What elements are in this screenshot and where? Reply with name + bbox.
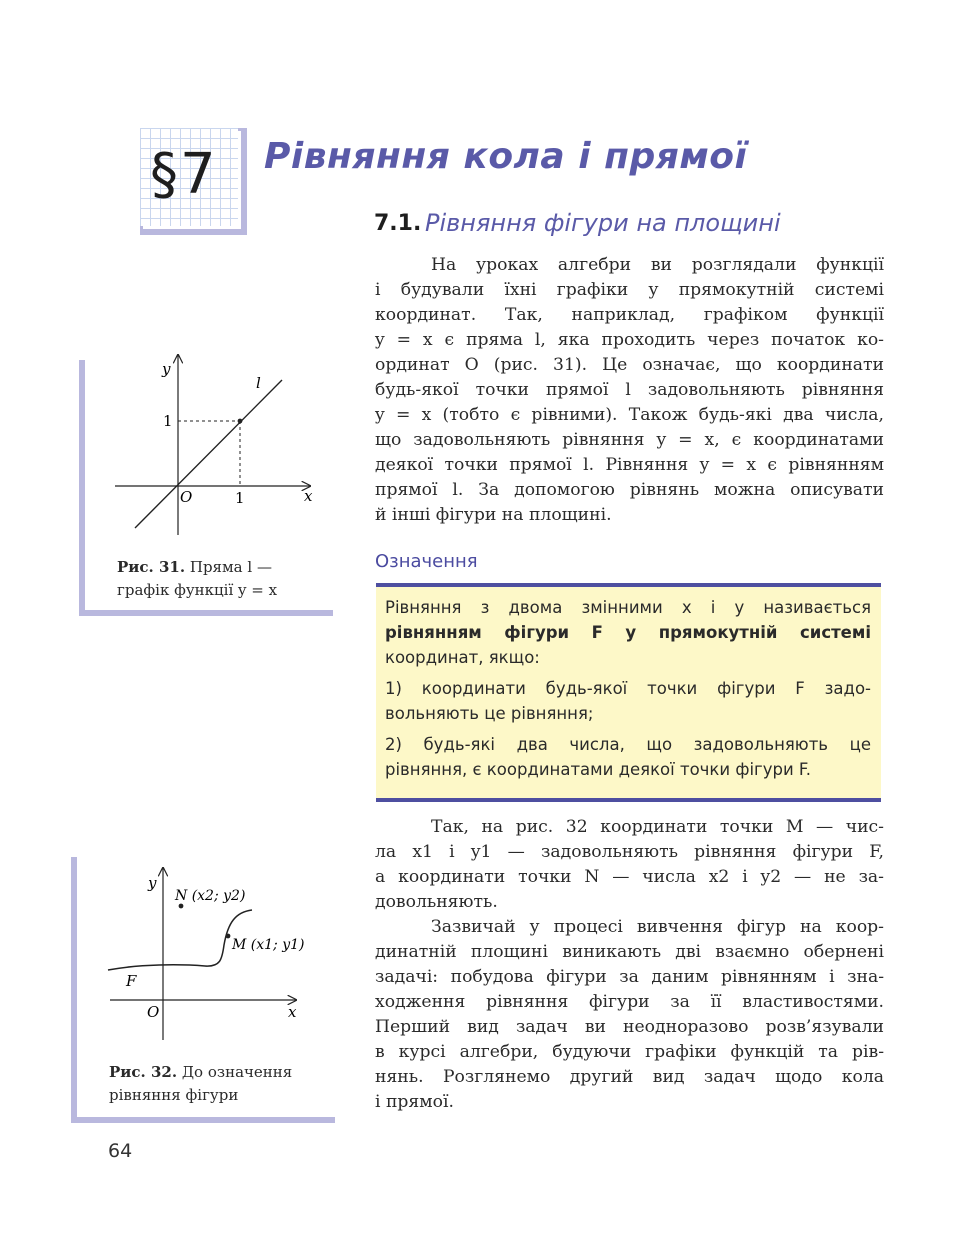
section-badge: [140, 128, 244, 232]
text-line: рівнянням фігури F у прямокутній системі: [385, 623, 871, 642]
line-l: [135, 380, 282, 528]
chapter-title: Рівняння кола і прямої: [264, 136, 748, 177]
label-l: l: [256, 374, 261, 392]
text-line: задачі: побудова фігури за даним рівнянням і зна-: [375, 967, 884, 987]
paragraph-3: [375, 915, 884, 1115]
tick-y-1: 1: [163, 412, 173, 430]
text-line: рівняння, є координатами деякої точки фігури F.: [385, 760, 812, 779]
point: [238, 419, 243, 424]
text-line: 2) будь-які два числа, що задовольняють це: [385, 735, 871, 754]
text-line: ходження рівняння фігури за її властивостями.: [375, 992, 884, 1012]
text-line: довольняють.: [375, 892, 498, 912]
label-M: M (x1; y1): [232, 937, 305, 953]
text-line: Зазвичай у процесі вивчення фігур на коор-: [431, 917, 884, 937]
text-line: Рівняння з двома змінними x і y називається: [385, 598, 871, 617]
text-line: і прямої.: [375, 1092, 454, 1112]
figure-31-diagram: [100, 350, 320, 540]
label-origin: O: [180, 488, 193, 506]
label-x: x: [304, 487, 313, 505]
definition-intro: [385, 595, 871, 670]
caption-text: рівняння фігури: [109, 1086, 239, 1104]
page-number: 64: [108, 1140, 133, 1162]
text-line: координат. Так, наприклад, графіком функції: [375, 305, 884, 325]
point-N: [179, 904, 184, 909]
definition-heading: Означення: [375, 551, 478, 572]
text-line: а координати точки N — числа x2 і y2 — не за-: [375, 867, 884, 887]
caption-text: До означення: [177, 1063, 293, 1081]
figure-32-diagram: [100, 860, 320, 1050]
caption-label: Рис. 32.: [109, 1063, 178, 1081]
subsection-title: Рівняння фігури на площині: [425, 209, 781, 237]
definition-box: [376, 583, 881, 802]
text-line: y = x (тобто є рівними). Також будь-які два числа,: [375, 405, 884, 425]
definition-item-1: [385, 676, 871, 726]
text-line: й інші фігури на площині.: [375, 505, 612, 525]
label-N: N (x2; y2): [175, 888, 246, 904]
text-line: ординат O (рис. 31). Це означає, що координати: [375, 355, 884, 375]
text-line: 1) координати будь-якої точки фігури F задо-: [385, 679, 871, 698]
subsection-number: 7.1.: [374, 211, 422, 236]
tick-x-1: 1: [235, 489, 245, 507]
label-y: y: [162, 360, 171, 378]
text-line: нянь. Розглянемо другий вид задач щодо кола: [375, 1067, 884, 1087]
text-line: деякої точки прямої l. Рівняння y = x є рівнянням: [375, 455, 884, 475]
text-line: що задовольняють рівняння y = x, є координатами: [375, 430, 884, 450]
paragraph-1: [375, 253, 884, 528]
caption-label: Рис. 31.: [117, 558, 186, 576]
section-number: §7: [150, 142, 218, 207]
definition-item-2: [385, 732, 871, 782]
label-F: F: [126, 972, 137, 990]
text-line: в курсі алгебри, будуючи графіки функцій та рів-: [375, 1042, 884, 1062]
text-line: і будували їхні графіки у прямокутній системі: [375, 280, 884, 300]
label-origin: O: [147, 1003, 160, 1021]
paragraph-2: [375, 815, 884, 915]
curve-F: [108, 910, 252, 970]
text-line: Так, на рис. 32 координати точки M — чис-: [431, 817, 884, 837]
text-line: Перший вид задач ви неодноразово розв’язували: [375, 1017, 884, 1037]
point-M: [226, 934, 231, 939]
figure-31-caption: [117, 556, 277, 602]
text-line: ла x1 і y1 — задовольняють рівняння фігури F,: [375, 842, 884, 862]
label-y: y: [148, 874, 157, 892]
text-line: координат, якщо:: [385, 648, 540, 667]
caption-text: Пряма l —: [185, 558, 272, 576]
text-line: вольняють це рівняння;: [385, 704, 594, 723]
text-line: будь-якої точки прямої l задовольняють рівняння: [375, 380, 884, 400]
text-line: динатній площині виникають дві взаємно обернені: [375, 942, 884, 962]
caption-text: графік функції y = x: [117, 581, 278, 599]
text-line: прямої l. За допомогою рівнянь можна описувати: [375, 480, 884, 500]
text-line: y = x є пряма l, яка проходить через початок ко-: [375, 330, 884, 350]
text-line: На уроках алгебри ви розглядали функції: [431, 255, 884, 275]
label-x: x: [288, 1003, 297, 1021]
figure-32-caption: [109, 1061, 292, 1107]
